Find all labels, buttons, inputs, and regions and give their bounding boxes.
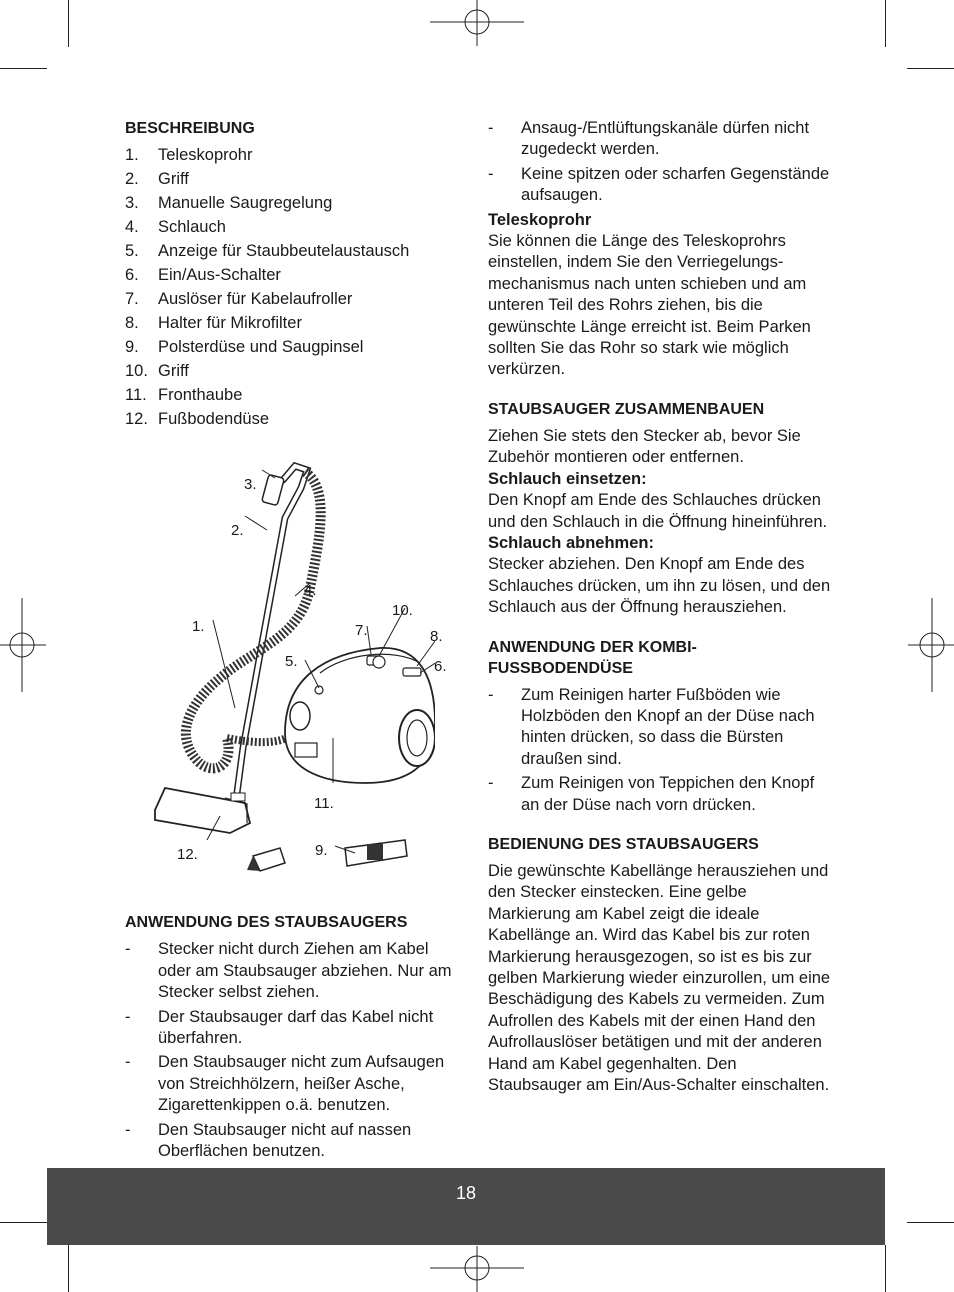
vacuum-cleaner-illustration: [135, 448, 475, 898]
page-footer: [47, 1168, 885, 1245]
list-item: - Keine spitzen oder scharfen Gegenstände aufsaugen.: [488, 164, 830, 205]
crop-mark: [68, 1245, 69, 1292]
right-column: [488, 118, 833, 1096]
figure-label: 11.: [314, 795, 334, 813]
list-item: 12. Fußbodendüse: [125, 410, 269, 428]
list-item: - Stecker nicht durch Ziehen am Kabel oder am Staubsauger abziehen. Nur am Stecker selbst ziehen.: [125, 940, 452, 1002]
list-item: - Zum Reinigen harter Fußböden wie Holzböden den Knopf an der Düse nach hinten drücken, so dass die Bürsten draußen sind.: [488, 685, 815, 768]
heading-anwendung: ANWENDUNG DES STAUBSAUGERS: [125, 914, 408, 932]
parts-list: [125, 145, 465, 430]
list-item: 11. Fronthaube: [125, 386, 243, 404]
registration-mark-top: [430, 0, 524, 46]
list-item: 3. Manuelle Saugregelung: [125, 194, 333, 212]
crop-mark: [68, 0, 69, 47]
list-item: 8. Halter für Mikrofilter: [125, 314, 302, 332]
list-item: 5. Anzeige für Staubbeutelaustausch: [125, 242, 410, 260]
heading-beschreibung: BESCHREIBUNG: [125, 120, 255, 137]
paragraph-teleskoprohr: Sie können die Länge des Teleskoprohrs einstellen, indem Sie den Verriegelungs-mechanismus nach unten schieben und am unteren Teil des Rohrs ziehen, bis die gewünschte Länge erreicht ist. Beim Parken sollten Sie das Rohr so stark wie möglich verkürzen.: [488, 232, 811, 379]
left-column: [125, 118, 465, 1165]
paragraph-schlauch-abnehmen: Stecker abziehen. Den Knopf am Ende des Schlauches drücken, um ihn zu lösen, und den Schlauch aus der Öffnung herausziehen.: [488, 555, 831, 617]
figure-label: 1.: [192, 618, 205, 636]
figure-label: 3.: [244, 476, 257, 494]
figure-label: 8.: [430, 628, 443, 646]
usage-list: [125, 939, 465, 1162]
heading-zusammenbauen: STAUBSAUGER ZUSAMMENBAUEN: [488, 400, 765, 418]
subheading-schlauch-einsetzen: Schlauch einsetzen:: [488, 469, 647, 488]
figure-label: 6.: [434, 658, 447, 676]
figure-label: 9.: [315, 842, 328, 860]
list-item: - Ansaug-/Entlüftungskanäle dürfen nicht zugedeckt werden.: [488, 119, 810, 159]
page-number: 18: [455, 1183, 477, 1203]
paragraph-bedienung: Die gewünschte Kabellänge herausziehen und den Stecker einstecken. Eine gelbe Markierung am Kabel zeigt die ideale Kabellänge an. Wird das Kabel bis zur roten Markierung herausgezogen, so ist es bis zur gelben Markierung wieder einzurollen, um eine Beschädigung des Kabels zu vermeiden. Zum Aufrollen des Kabels mit der einen Hand den Aufrollauslöser betätigen und mit der anderen Hand am Kabel gegenhalten. Den Staubsauger am Ein/Aus-Schalter einschalten.: [488, 861, 831, 1095]
figure-label: 7.: [355, 622, 368, 640]
figure-label: 2.: [231, 522, 244, 540]
warning-list: [488, 118, 833, 207]
registration-mark-left: [0, 598, 46, 692]
figure-label: 5.: [285, 653, 298, 671]
list-item: - Der Staubsauger darf das Kabel nicht überfahren.: [125, 1007, 434, 1048]
subheading-teleskoprohr: Teleskoprohr: [488, 210, 592, 229]
crop-mark: [885, 0, 886, 47]
registration-mark-right: [908, 598, 954, 692]
list-item: - Den Staubsauger nicht zum Aufsaugen von Streichhölzern, heißer Asche, Zigarettenkippen o.ä. benutzen.: [125, 1053, 445, 1115]
registration-mark-bottom: [430, 1246, 524, 1292]
figure-label: 10.: [392, 602, 413, 620]
list-item: 6. Ein/Aus-Schalter: [125, 266, 281, 284]
list-item: - Den Staubsauger nicht auf nassen Oberflächen benutzen.: [125, 1120, 412, 1161]
list-item: 7. Auslöser für Kabelaufroller: [125, 290, 353, 308]
figure-label: 4.: [304, 582, 317, 600]
figure-label: 12.: [177, 846, 198, 864]
crop-mark: [907, 1222, 954, 1223]
list-item: 9. Polsterdüse und Saugpinsel: [125, 338, 364, 356]
list-item: 10. Griff: [125, 362, 189, 380]
kombi-list: [488, 685, 833, 816]
crop-mark: [907, 68, 954, 69]
crop-mark: [0, 68, 47, 69]
paragraph-schlauch-einsetzen: Den Knopf am Ende des Schlauches drücken und den Schlauch in die Öffnung hineinführen.: [488, 491, 828, 531]
list-item: 1. Teleskoprohr: [125, 146, 253, 164]
subheading-schlauch-abnehmen: Schlauch abnehmen:: [488, 533, 654, 552]
list-item: - Zum Reinigen von Teppichen den Knopf an der Düse nach vorn drücken.: [488, 774, 815, 814]
crop-mark: [0, 1222, 47, 1223]
heading-kombi: ANWENDUNG DER KOMBI-FUSSBODENDÜSE: [488, 638, 697, 677]
crop-mark: [885, 1245, 886, 1292]
heading-bedienung: BEDIENUNG DES STAUBSAUGERS: [488, 835, 759, 853]
paragraph-zusammenbauen: Ziehen Sie stets den Stecker ab, bevor Sie Zubehör montieren oder entfernen.: [488, 426, 801, 467]
list-item: 2. Griff: [125, 170, 189, 188]
list-item: 4. Schlauch: [125, 218, 226, 236]
